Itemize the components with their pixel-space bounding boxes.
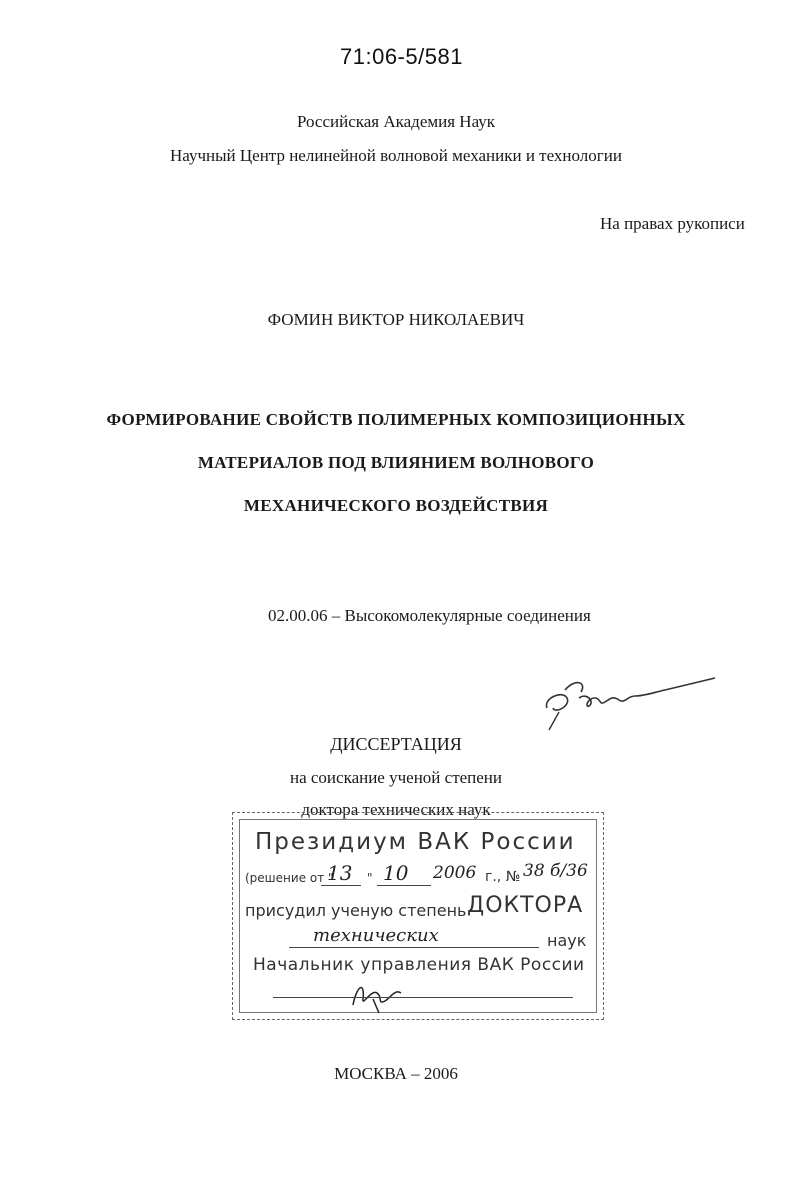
chief-signature bbox=[343, 975, 413, 1015]
stamp-heading: Президиум ВАК России bbox=[255, 829, 576, 855]
chief-signature-underline bbox=[273, 997, 573, 998]
stamp-chief-title: Начальник управления ВАК России bbox=[253, 955, 585, 975]
title-line-2: МАТЕРИАЛОВ ПОД ВЛИЯНИЕМ ВОЛНОВОГО bbox=[197, 453, 595, 472]
science-field-underline bbox=[289, 947, 539, 948]
stamp-awarded-label: присудил ученую степень bbox=[245, 901, 467, 920]
dissertation-type: ДИССЕРТАЦИЯ bbox=[330, 734, 462, 754]
author-name: ФОМИН ВИКТОР НИКОЛАЕВИЧ bbox=[267, 310, 525, 329]
stamp-decision-quote: " bbox=[367, 871, 373, 885]
stamp-decision-label: (решение от " bbox=[245, 871, 334, 885]
title-line-1: ФОРМИРОВАНИЕ СВОЙСТВ ПОЛИМЕРНЫХ КОМПОЗИЦИОННЫХ bbox=[106, 410, 686, 429]
dissertation-purpose: на соискание ученой степени bbox=[289, 768, 503, 787]
vak-stamp bbox=[232, 812, 604, 1020]
stamp-decision-day: 13 bbox=[327, 861, 353, 885]
day-underline bbox=[321, 885, 361, 886]
author-signature bbox=[535, 668, 725, 738]
stamp-decision-year: 2006 bbox=[433, 863, 477, 883]
stamp-decision-month: 10 bbox=[383, 861, 409, 885]
specialty: 02.00.06 – Высокомолекулярные соединения bbox=[268, 606, 591, 625]
stamp-science-field: технических bbox=[313, 925, 439, 946]
title-line-3: МЕХАНИЧЕСКОГО ВОЗДЕЙСТВИЯ bbox=[243, 496, 549, 515]
center-name: Научный Центр нелинейной волновой механики и технологии bbox=[170, 146, 622, 165]
stamp-decision-year-suffix: г., № bbox=[485, 869, 521, 885]
academy-name: Российская Академия Наук bbox=[296, 112, 496, 131]
city-year: МОСКВА – 2006 bbox=[334, 1064, 458, 1083]
stamp-decision-number: 38 б/36 bbox=[523, 861, 588, 881]
catalog-number: 71:06-5/581 bbox=[340, 44, 463, 69]
dissertation-degree: доктора технических наук bbox=[301, 800, 491, 819]
manuscript-note: На правах рукописи bbox=[600, 214, 745, 233]
stamp-awarded-degree: ДОКТОРА bbox=[467, 893, 584, 918]
stamp-science-suffix: наук bbox=[547, 931, 587, 950]
month-underline bbox=[377, 885, 431, 886]
